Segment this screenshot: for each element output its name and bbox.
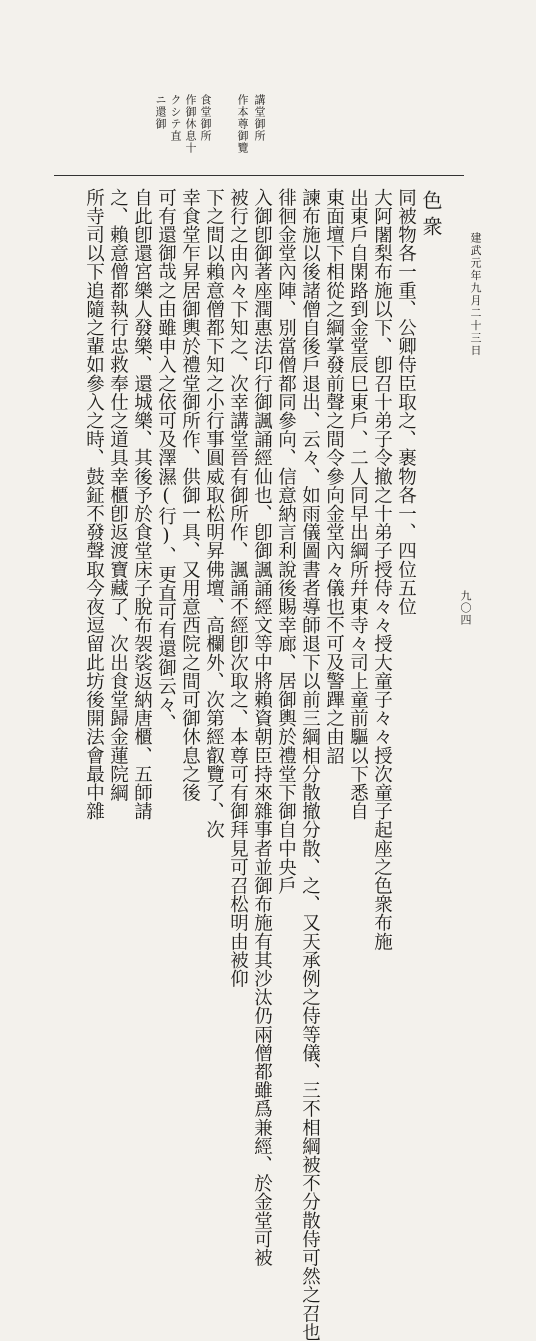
text-line: 東面壇下相從之綱掌發前聲之間令參向金堂內々儀也不可及警蹕之由詔 (323, 188, 345, 765)
top-note-line: 作御休息十 (184, 94, 197, 154)
text-line: 出東戶自閑路到金堂辰巳東戶、二人同早出綱所幷東寺々司上童前驅以下悉自 (347, 188, 369, 821)
top-note-line: クシテ直 (169, 94, 182, 142)
text-line: 所寺司以下追隨之輩如參入之時、鼓鉦不發聲取今夜逗留此坊後開法會最中雜 (83, 188, 105, 821)
text-line: 入御卽御著座潤惠法印行御諷誦經仙也、卽御諷誦經文等中將賴資朝臣持來雜事者並御布施有其沙汰仍兩僧都雖爲兼經、於金堂可被 (251, 188, 273, 1267)
text-line: 諫布施以後諸僧自後戶退出、云々、如雨儀圖書者導師退下以前三綱相分散撤分散、之、又天承例之侍等儀、三不相綱被不分散侍可然之召也 (299, 188, 321, 1341)
section-title: 色衆 (419, 190, 443, 242)
text-line: 被行之由內々下知之、次幸講堂晉有御所作、諷誦不經卽次取之、本尊可有御拜見可召松明由被仰 (227, 188, 249, 988)
text-line: 之、賴意僧都執行忠救奉仕之道具幸櫃卽返渡寶藏了、次出食堂歸金蓮院綱 (107, 188, 129, 802)
text-line: 大阿闍梨布施以下、卽召十弟子令撤之十弟子授侍々々授大童子々々授次童子起座之色衆布施 (371, 188, 393, 951)
top-note-line: 講堂御所 (253, 94, 266, 142)
text-line: 幸食堂乍昇居御輿於禮堂御所作、供御一具、又用意西院之間可御休息之後 (179, 188, 201, 802)
header-date: 建武元年九月二十三日 (469, 232, 482, 357)
top-note-line: 作本尊御覽 (236, 94, 249, 154)
text-line: 下之間以賴意僧都下知之小行事圓威取松明昇佛壇、高欄外、次第經叡覽了、次 (203, 188, 225, 839)
header-rule (54, 175, 464, 176)
page-number: 九〇四 (459, 590, 472, 626)
text-line: 可有還御哉之由雖申入之依可及澤濕(行)、更直可有還御云々、 (155, 188, 177, 733)
top-note-line: ニ還御 (154, 94, 167, 130)
text-line: 同被物各一重、公卿侍臣取之、裹物各一、四位五位 (395, 188, 417, 616)
text-line: 自此卽還宮樂人發樂、還城樂、其後予於食堂床子脫布袈裟返納唐櫃、五師請 (131, 188, 153, 821)
text-line: 徘徊金堂內陣、別當僧都同參向、信意納言利說後賜幸廊、居御輿於禮堂下御自中央戶 (275, 188, 297, 895)
top-note-line: 食堂御所 (199, 94, 212, 142)
